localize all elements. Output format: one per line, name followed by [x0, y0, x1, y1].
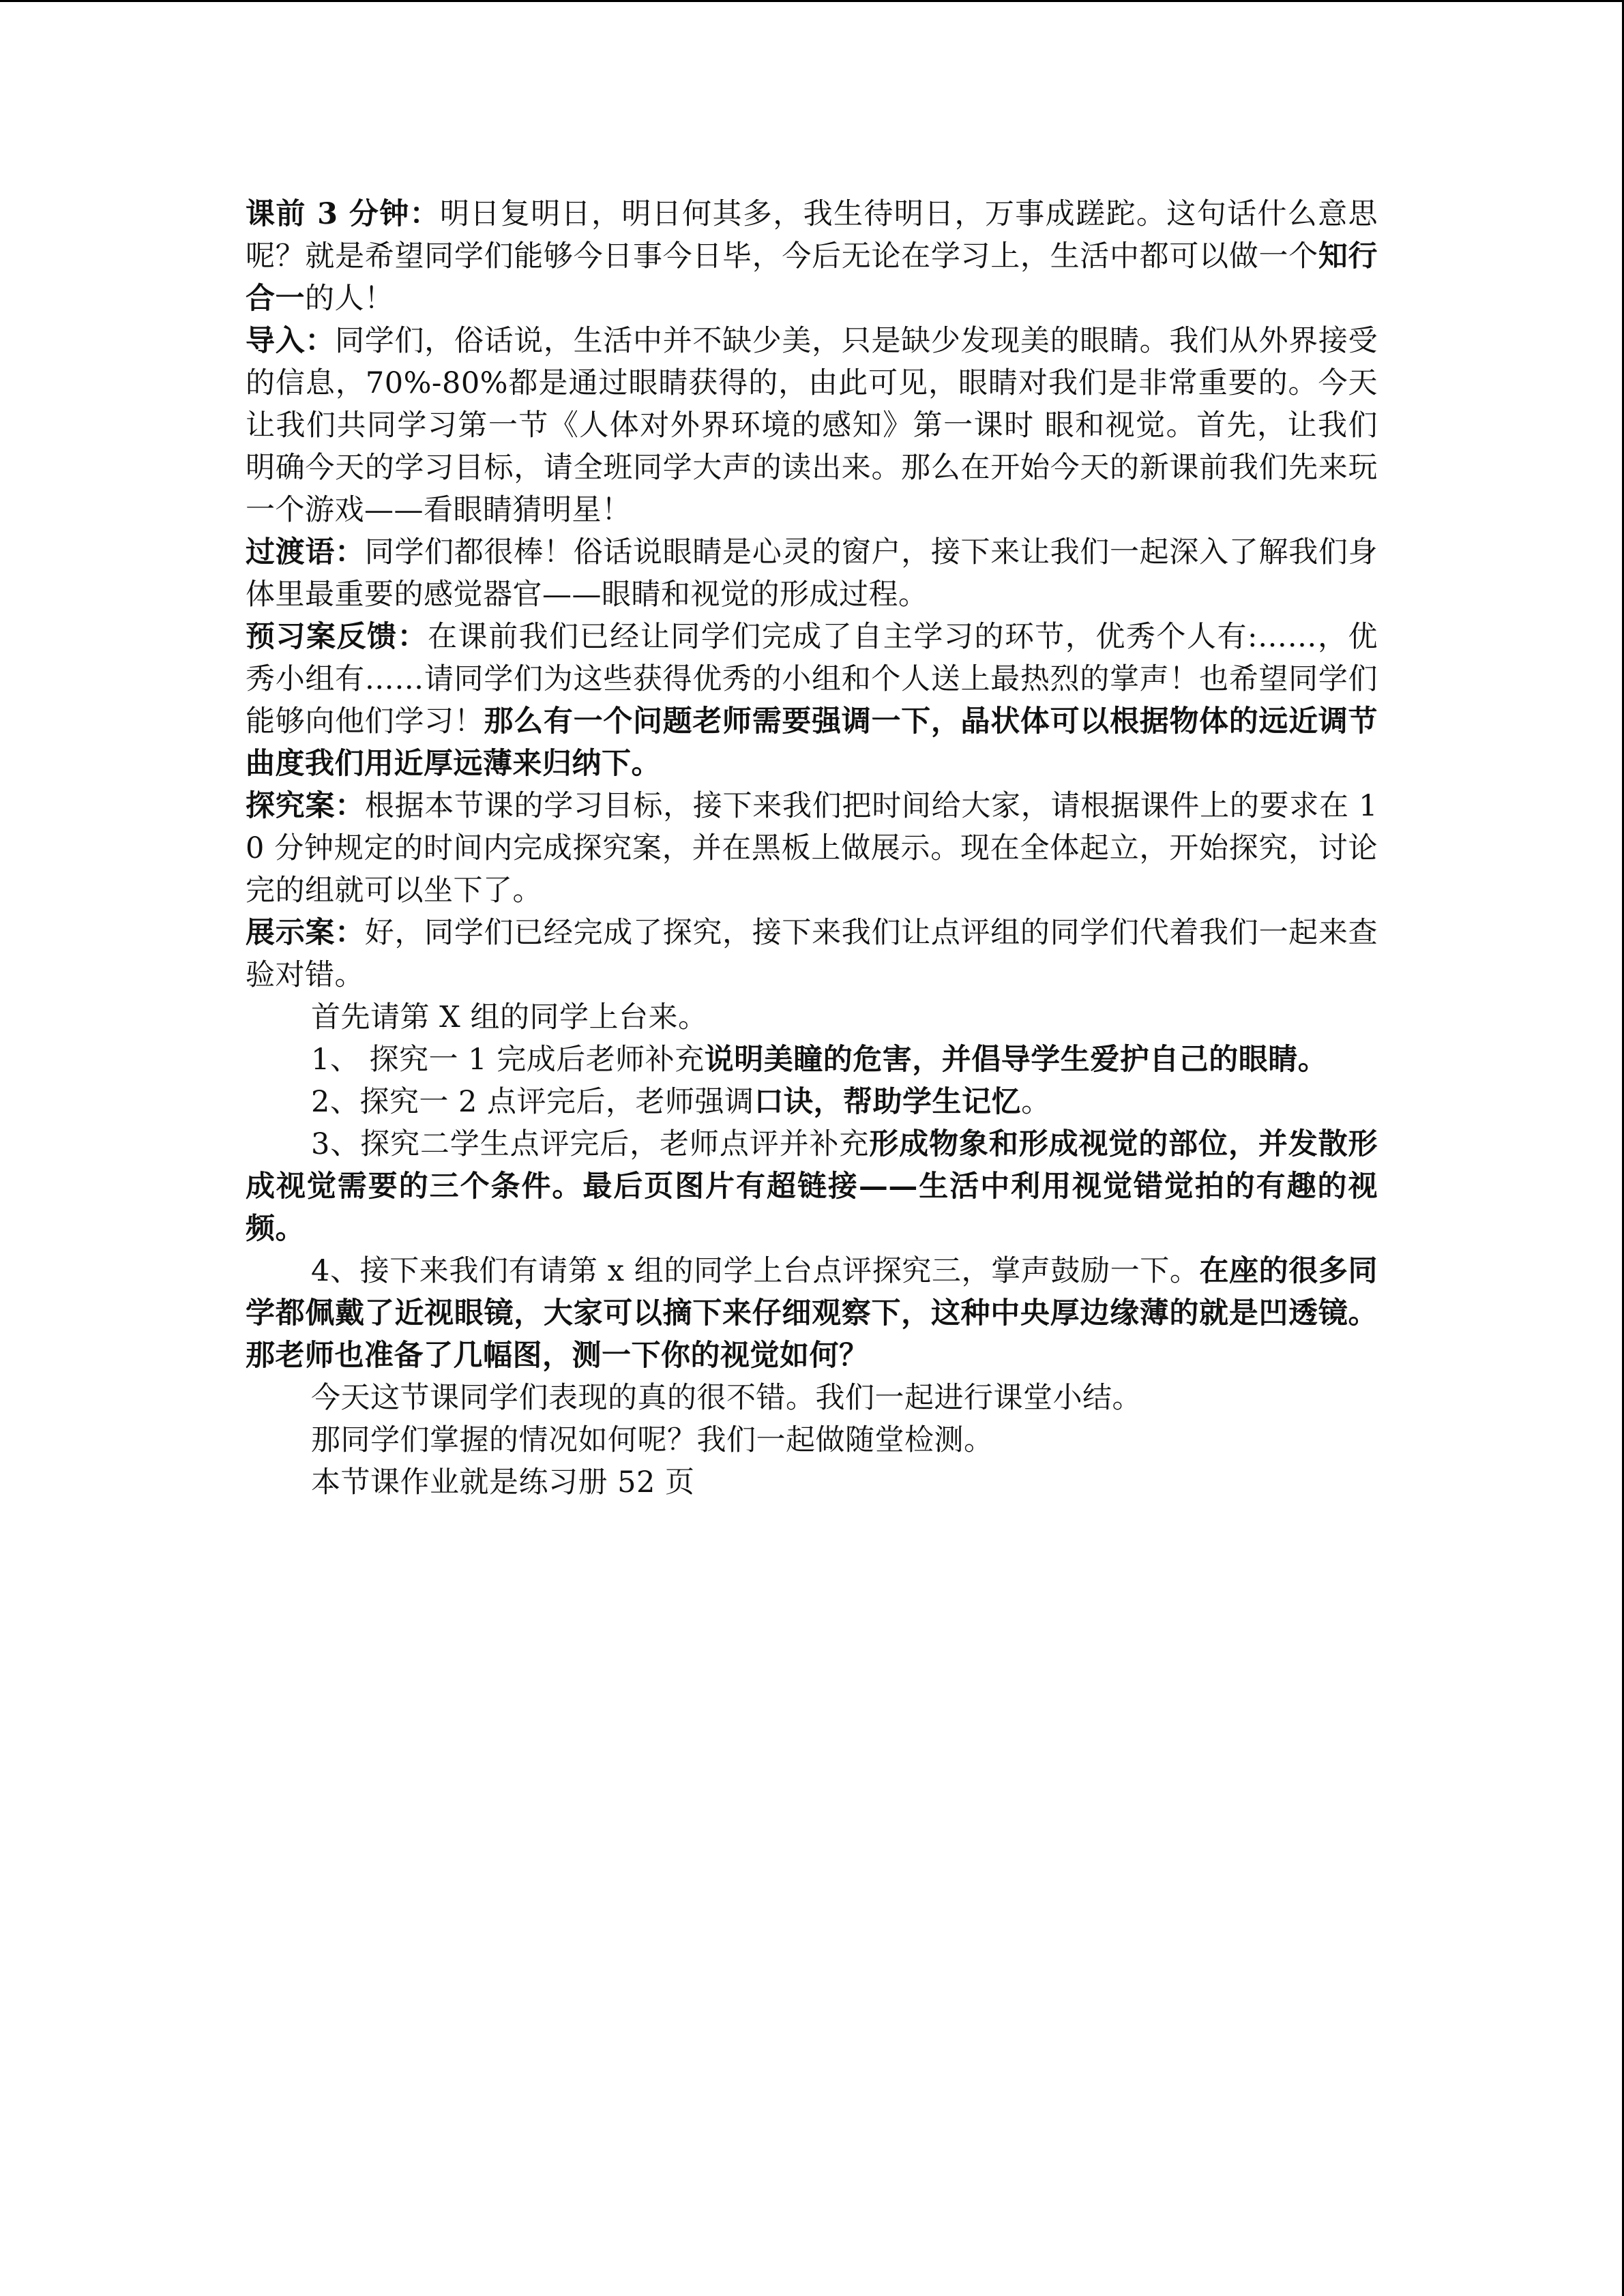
text-run: 同学们，俗话说，生活中并不缺少美，只是缺少发现美的眼睛。我们从外界接受的信息，70%-80%都是通过眼睛获得的，由此可见，眼睛对我们是非常重要的。今天让我们共同学习第一节《人体对外界环境的感知》第一课时 眼和视觉。首先，让我们明确今天的学习目标，请全班同学大声的读出来。那么在开始今天的新课前我们先来玩一个游戏——看眼睛猜明星！	[246, 324, 1378, 527]
bold-text-run: 过渡语：	[246, 535, 365, 569]
text-run: 根据本节课的学习目标，接下来我们把时间给大家，请根据课件上的要求在 10 分钟规定的时间内完成探究案，并在黑板上做展示。现在全体起立，开始探究，讨论完的组就可以坐下了。	[246, 789, 1378, 908]
paragraph-p5	[246, 785, 1378, 912]
text-run: 本节课作业就是练习册 52 页	[311, 1465, 695, 1500]
page-border-top	[0, 0, 1624, 2]
paragraph-p10	[246, 1123, 1378, 1250]
bold-text-run: 那么有一个问题老师需要强调一下，晶状体可以根据物体的远近调节曲度我们用近厚远薄来归纳下。	[246, 704, 1378, 781]
text-run: 好，同学们已经完成了探究，接下来我们让点评组的同学们代着我们一起来查验对错。	[246, 916, 1378, 992]
bold-text-run: 探究案：	[246, 789, 365, 823]
bold-text-run: 形成物象和形成视觉的部位，并发散形成视觉需要的三个条件。最后页图片有超链接——生活中利用视觉错觉拍的有趣的视频。	[246, 1127, 1378, 1246]
paragraph-p11	[246, 1250, 1378, 1377]
text-run: 同学们都很棒！俗话说眼睛是心灵的窗户，接下来让我们一起深入了解我们身体里最重要的感觉器官——眼睛和视觉的形成过程。	[246, 535, 1378, 612]
bold-text-run: 展示案：	[246, 916, 365, 950]
bold-text-run: 说明美瞳的危害，并倡导学生爱护自己的眼睛。	[704, 1043, 1328, 1077]
text-run: 2、探究一 2 点评完后，老师强调	[311, 1085, 754, 1119]
paragraph-p7	[246, 996, 1378, 1039]
text-run: 。	[1021, 1085, 1051, 1119]
paragraph-p4	[246, 616, 1378, 785]
text-run: 3、探究二学生点评完后，老师点评并补充	[311, 1127, 870, 1161]
paragraph-p8	[246, 1039, 1378, 1081]
bold-text-run: 导入：	[246, 324, 336, 358]
text-run: 4、接下来我们有请第 x 组的同学上台点评探究三，掌声鼓励一下。	[311, 1254, 1200, 1288]
paragraph-p1	[246, 193, 1378, 320]
bold-text-run: 在座的很多同学都佩戴了近视眼镜，大家可以摘下来仔细观察下，这种中央厚边缘薄的就是凹透镜。那老师也准备了几幅图，测一下你的视觉如何？	[246, 1254, 1378, 1373]
text-run: 那同学们掌握的情况如何呢？我们一起做随堂检测。	[311, 1423, 994, 1457]
text-run: 在课前我们已经让同学们完成了自主学习的环节，优秀个人有:……，优秀小组有……请同学们为这些获得优秀的小组和个人送上最热烈的掌声！也希望同学们能够向他们学习！	[246, 620, 1378, 739]
bold-text-run: 口诀，帮助学生记忆	[754, 1085, 1022, 1119]
text-run: 首先请第 X 组的同学上台来。	[311, 1000, 708, 1034]
paragraph-p14	[246, 1461, 1378, 1504]
bold-text-run: 知行合一	[246, 239, 1378, 316]
text-run: 今天这节课同学们表现的真的很不错。我们一起进行课堂小结。	[311, 1381, 1142, 1415]
bold-text-run: 预习案反馈：	[246, 620, 428, 654]
paragraph-p13	[246, 1419, 1378, 1461]
text-run: 1、 探究一 1 完成后老师补充	[311, 1043, 705, 1077]
text-run: 的人！	[305, 282, 394, 316]
paragraph-p12	[246, 1377, 1378, 1419]
paragraph-p2	[246, 320, 1378, 531]
paragraph-p9	[246, 1081, 1378, 1123]
bold-text-run: 课前 3 分钟：	[246, 197, 441, 231]
paragraph-p6	[246, 912, 1378, 996]
text-run: 明日复明日，明日何其多，我生待明日，万事成蹉跎。这句话什么意思呢？就是希望同学们能够今日事今日毕，今后无论在学习上，生活中都可以做一个	[246, 197, 1378, 273]
document-body	[246, 193, 1378, 1504]
paragraph-p3	[246, 531, 1378, 616]
